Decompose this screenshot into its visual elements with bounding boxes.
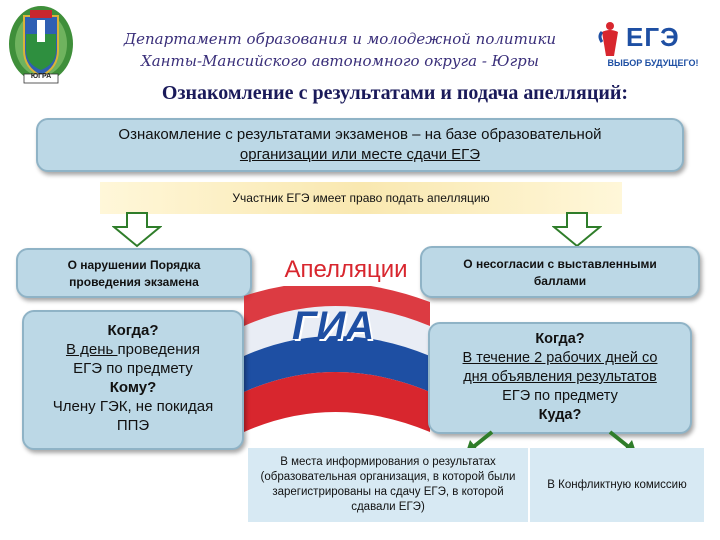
left-when-label: Когда? [107,322,159,339]
right-when-answer-line1: В течение 2 рабочих дней со [462,350,658,366]
left-when-rest: проведения [117,341,201,358]
appeal-right-strip: Участник ЕГЭ имеет право подать апелляцию [100,182,622,214]
right-when-label: Когда? [535,331,585,347]
score-disagreement-line2: баллами [533,274,587,288]
left-down-arrow [112,212,162,248]
info-places-text: В места информирования о результатах (образовательная организация, в которой были зарегистрированы на сдачу ЕГЭ, в которой сдавали ЕГЭ) [260,456,516,513]
right-when-answer-line3: ЕГЭ по предмету [502,388,618,404]
gia-text: ГИА [292,304,375,348]
left-when-underlined: В день [65,341,118,358]
right-where-label: Куда? [538,407,582,423]
emblem-ribbon-text: ЮГРА [30,73,52,80]
left-whom-answer-line2: ППЭ [116,417,150,434]
review-results-line1: Ознакомление с результатами экзаменов – на базе образовательной [118,126,602,143]
conflict-commission-text: В Конфликтную комиссию [547,479,687,491]
score-disagreement-details [428,322,692,434]
review-results-box [36,118,684,172]
review-results-line2: организации или месте сдачи ЕГЭ [239,146,481,163]
procedure-violation-line2: проведения экзамена [69,275,199,289]
score-disagreement-line1: О несогласии с выставленными [463,257,657,271]
ege-logo-text: ЕГЭ [626,22,680,52]
ege-slogan: ВЫБОР БУДУЩЕГО! [607,58,699,68]
gia-flag-graphic [244,286,430,436]
left-when-answer [24,340,242,359]
procedure-violation-line1: О нарушении Порядка [67,258,201,272]
procedure-violation-details [22,310,244,450]
conflict-commission-cell [530,448,704,522]
ege-logo [598,18,708,70]
left-whom-label: Кому? [109,379,157,396]
regional-emblem [6,4,76,88]
procedure-violation-box [16,248,252,298]
left-when-answer-line2: ЕГЭ по предмету [73,360,193,377]
header-department-line1: Департамент образования и молодежной политики [123,30,557,48]
page-title: Ознакомление с результатами и подача апелляций: [161,82,629,104]
header-department-line2: Ханты-Мансийского автономного округа - Югры [141,52,539,70]
right-down-arrow [552,212,602,248]
score-disagreement-box [420,246,700,298]
right-when-answer-line2: дня объявления результатов [463,369,657,385]
left-whom-answer-line1: Члену ГЭК, не покидая [52,398,214,415]
appeals-heading: Апелляции [284,256,408,283]
info-places-cell [248,448,530,522]
